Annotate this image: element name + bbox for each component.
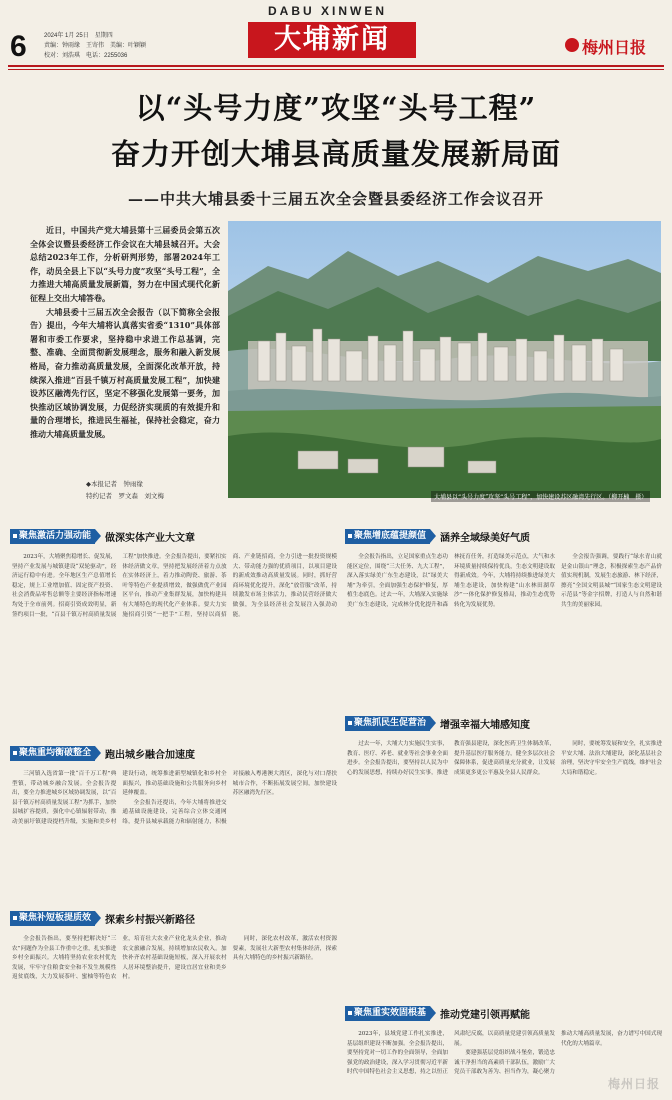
- section-tag: [345, 529, 430, 544]
- section-heading: 探索乡村振兴新路径: [105, 915, 196, 926]
- city-aerial-photo: [228, 221, 661, 498]
- date-line: 2024年 1月 25日 星期四: [44, 33, 113, 39]
- body-paragraph: 2023年，县域党建工作扎实推进，基层组织建设不断加强。全会报告提出，要坚持党对一切工作的全面领导，全面加强党的政治建设，深入学习贯彻习近平新时代中国特色社会主义思想，持之以恒正风肃纪反腐，以高质量党建引领高质量发展。: [347, 1031, 555, 1076]
- plum-blossom-icon: [565, 38, 579, 52]
- section-pinyin: DABU XINWEN: [268, 4, 387, 18]
- section-heading: 跑出城乡融合加速度: [105, 750, 196, 761]
- section-tag: [10, 529, 95, 544]
- body-paragraph: 全会报告指出，要坚持把解决好“三农”问题作为全县工作重中之重，扎实推进乡村全面振兴。大埔将坚持农业农村优先发展，牢牢守住粮食安全和不发生规模性返贫底线，大力发展茶叶、蜜柚等特色农业，培育壮大农业产业化龙头企业，推动农文旅融合发展，持续增加农民收入。加快补齐农村基础设施短板，深入开展农村人居环境整治提升，建设宜居宜业和美乡村。: [12, 936, 227, 981]
- section-heading: 推动党建引领再赋能: [440, 1010, 531, 1021]
- section-header-urban-rural: [10, 746, 195, 761]
- section-tag: [345, 716, 430, 731]
- section-heading: 做深实体产业大文章: [105, 533, 196, 544]
- page-number: 6: [10, 30, 27, 63]
- section-tag-text: 聚焦抓民生促营治: [354, 718, 427, 728]
- section-header-livelihood: [345, 716, 530, 731]
- square-bullet-icon: [348, 721, 352, 725]
- section-tag-text: 聚焦重实效固根基: [354, 1008, 427, 1018]
- editor-line: 责编：钟雨缘 王寄伟 美编：叶颖颖: [44, 43, 147, 49]
- lead-text: [30, 224, 220, 444]
- section-header-party: [345, 1006, 530, 1021]
- section-body-urban-rural: [12, 770, 337, 902]
- body-paragraph: 同时，深化农村改革，激活农村资源要素，发展壮大新型农村集体经济，探索具有大埔特色的乡村振兴新路径。: [232, 936, 337, 962]
- section-tag: [10, 746, 95, 761]
- square-bullet-icon: [348, 534, 352, 538]
- section-body-rural: [12, 935, 337, 1090]
- header-rule-thin: [8, 69, 664, 70]
- body-paragraph: 同时，要统筹发展和安全，扎实推进平安大埔、法治大埔建设，深化基层社会治理，坚决守牢安全生产底线，维护社会大局和谐稳定。: [561, 741, 662, 776]
- section-tag-text: 聚焦激活力强动能: [19, 531, 92, 541]
- section-tag-text: 聚焦重均衡破整全: [19, 748, 92, 758]
- subheadline: ——中共大埔县委十三届五次全会暨县委经济工作会议召开: [127, 190, 544, 208]
- header-rule: [8, 65, 664, 67]
- photo-caption: 大埔县以“头号力度”攻坚“头号工程”，加快建设苏区融湾先行区。（柳开楠 摄）: [431, 491, 650, 502]
- body-paragraph: 要建强基层党组织战斗堡垒，锻造忠诚干净担当的高素质干部队伍，激励广大党员干部敢为善为、担当作为，凝心聚力推动大埔高质量发展，奋力谱写中国式现代化的大埔篇章。: [454, 1031, 662, 1076]
- lead-paragraph-2: 大埔县委十三届五次全会报告（以下简称全会报告）提出，今年大埔将认真落实省委“1310”具体部署和市委工作要求，坚持稳中求进工作总基调，完整、准确、全面贯彻新发展理念，服务和融入新发展格局，奋力推动高质量发展，全面深化改革开放，持续深入推进“百县千镇万村高质量发展工程”，加快建设苏区融湾先行区，坚定不移强化发展第一要务，加快推动区域协调发展，力促经济实现质的有效提升和量的合理增长，推进民生福祉，保持社会稳定，奋力推动大埔高质量发展。: [30, 306, 220, 439]
- section-heading: 涵养全域绿美好气质: [440, 533, 531, 544]
- city-photo-illustration: [228, 221, 661, 498]
- body-paragraph: 2023年，大埔聚焦稳增长、促发展，坚持产业发展与城镇建设“双轮驱动”，经济运行稳中有进。全年地区生产总值增长稳定，规上工业增加值、固定资产投资、社会消费品零售总额等主要经济指标增速均处于全市前列。招商引资成效明显，新签约项目一批，“百县千镇万村高质量发展工程”加快推进。全会报告提出，要紧扣实体经济做文章，坚持把发展经济着力点放在实体经济上，着力推动陶瓷、旅游、茶叶等特色产业提质增效，做强做优产业园区平台，推动产业集群发展，加快构建具有大埔特色的现代化产业体系。要大力实施招商引资“一把手”工程，坚持以商招商、产业链招商，全力引进一批投资规模大、带动能力强的优质项目，以项目建设的新成效推动高质量发展。同时，抓好营商环境优化提升，深化“放管服”改革，持续激发市场主体活力，推动民营经济做大做强，为全县经济社会发展注入强劲动能。: [12, 554, 337, 618]
- proof-line: 校对：刘浩琪 电话：2255036: [44, 53, 128, 59]
- reporter-line-2: 特约记者 罗文森 刘文梅: [86, 492, 164, 500]
- section-tag: [10, 911, 95, 926]
- reporter-line: ◆本报记者 钟雨缘: [86, 480, 143, 488]
- headline-line2: 奋力开创大埔县高质量发展新局面: [110, 137, 561, 171]
- section-title: 大埔新闻: [274, 24, 390, 55]
- square-bullet-icon: [13, 916, 17, 920]
- body-paragraph: 过去一年，大埔大力实施民生实事，教育、医疗、养老、就业等社会事业全面进步。全会报告提出，要坚持以人民为中心的发展思想，持续办好民生实事，推进教育强县建设，深化医药卫生体制改革，提升基层医疗服务能力，健全多层次社会保障体系，促进高质量充分就业，让发展成果更多更公平惠及全县人民群众。: [347, 741, 555, 776]
- section-body-ecology: [347, 553, 662, 707]
- section-header-industry: [10, 529, 195, 544]
- body-paragraph: 全会报告强调，要践行“绿水青山就是金山银山”理念，积极探索生态产品价值实现机制，发展生态旅游、林下经济，擦亮“全国文明县城”“国家生态文明建设示范县”等金字招牌，打造人与自然和谐共生的美丽家园。: [561, 554, 662, 608]
- section-heading: 增强幸福大埔感知度: [440, 720, 531, 731]
- masthead-logo: 梅州日报: [582, 38, 647, 57]
- square-bullet-icon: [13, 534, 17, 538]
- body-paragraph: 全会报告还提出，今年大埔将推进交通基础设施建设，完善综合立体交通网络，提升县城承载能力和辐射能力，积极对接融入粤港澳大湾区，深化与对口帮扶城市合作，不断拓展发展空间，加快建设苏区融湾先行区。: [122, 771, 337, 825]
- body-paragraph: 三河镇入选省第一批“百千万工程”典型镇，带动城乡融合发展。全会报告提出，要全力推进城乡区域协调发展，以“百县千镇万村高质量发展工程”为抓手，加快县城扩容提质，强化中心镇辐射带动，推动美丽圩镇建设提档升级，实施和美乡村建设行动，统筹推进新型城镇化和乡村全面振兴，推动基础设施和公共服务向乡村延伸覆盖。: [12, 771, 227, 825]
- section-body-livelihood: [347, 740, 662, 998]
- body-paragraph: 全会报告指出，立足国家重点生态功能区定位，围绕“三大任务、九大工程”，深入落实绿美广东生态建设，以“绿美大埔”为牵引，全面加强生态保护修复，厚植生态底色。过去一年，大埔深入实施绿美广东生态建设，完成林分优化提升和森林抚育任务，打造绿美示范点，大气和水环境质量持续保持优良，生态文明建设取得新成效。今年，大埔将持续推进绿美大埔生态建设，加快构建“山水林田湖草沙”一体化保护修复格局，推动生态优势转化为发展优势。: [347, 554, 555, 608]
- section-tag-text: 聚焦补短板提质效: [19, 913, 92, 923]
- section-header-ecology: [345, 529, 530, 544]
- section-body-industry: [12, 553, 337, 737]
- section-tag-text: 聚焦增底蕴提颜值: [354, 531, 427, 541]
- lead-paragraph-1: 近日，中国共产党大埔县第十三届委员会第五次全体会议暨县委经济工作会议在大埔县城召开。大会总结2023年工作，分析研判形势，部署2024年工作，动员全县上下以“头号力度”攻坚“头号工程”，全力推进大埔高质量发展新篇，努力在中国式现代化新征程上交出大埔答卷。: [30, 225, 220, 303]
- square-bullet-icon: [348, 1011, 352, 1015]
- headline-line1: 以“头号力度”攻坚“头号工程”: [135, 91, 537, 125]
- square-bullet-icon: [13, 751, 17, 755]
- watermark: 梅州日报: [607, 1077, 660, 1091]
- section-tag: [345, 1006, 430, 1021]
- section-header-rural: [10, 911, 195, 926]
